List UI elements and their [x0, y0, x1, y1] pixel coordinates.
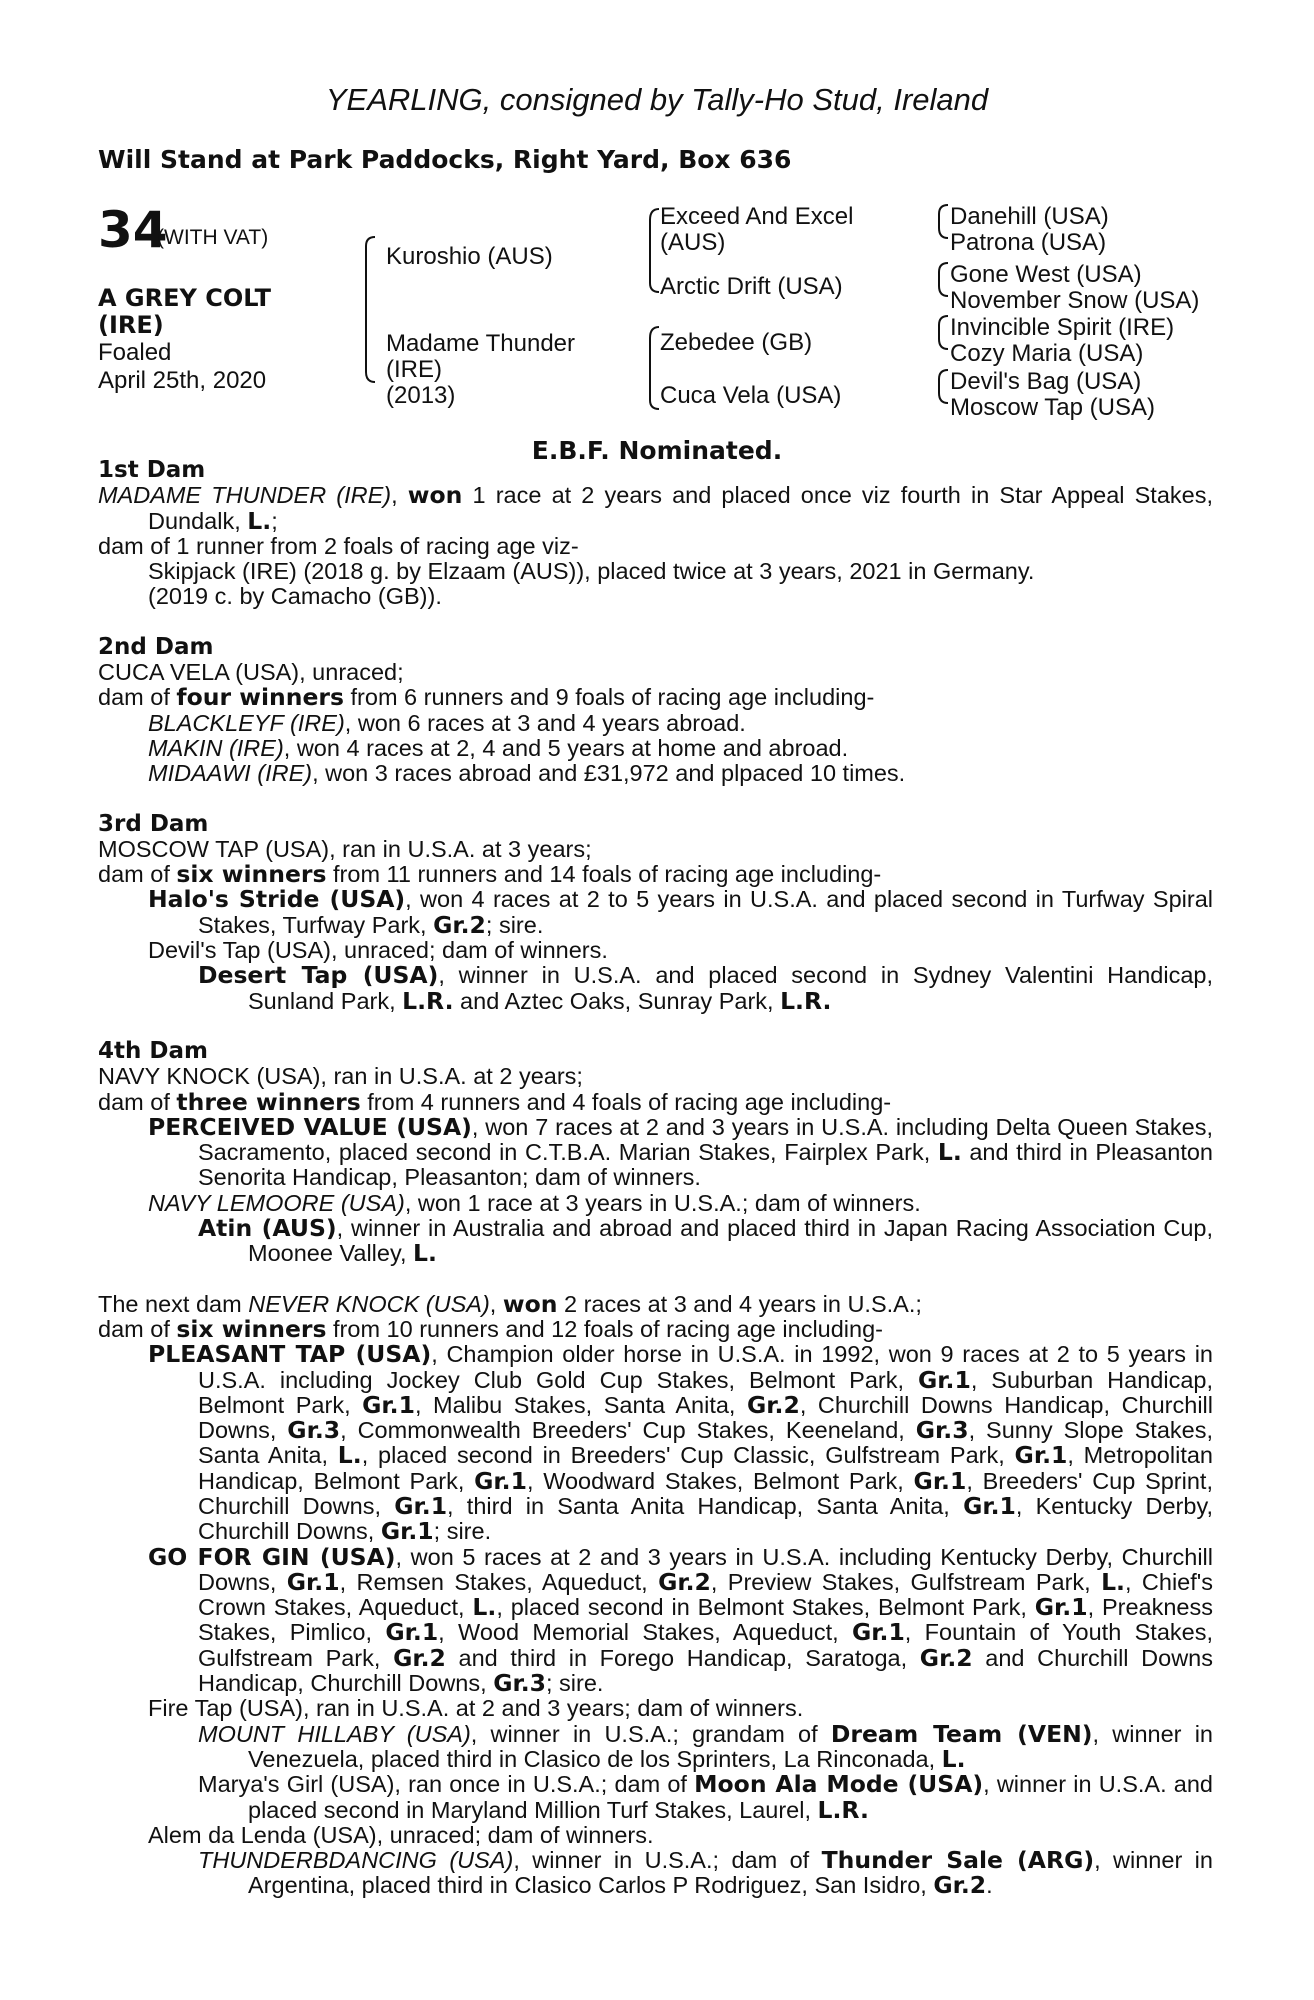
next-dam-grandproduce-thunderbdancing: THUNDERBDANCING (USA), winner in U.S.A.; dam of Thunder Sale (ARG), winner in Argentina, placed third in Clasico Carlos P Rodriguez, San Isidro, Gr.2. [198, 1846, 1213, 1900]
next-dam-grandproduce-mount-hillaby: MOUNT HILLABY (USA), winner in U.S.A.; grandam of Dream Team (VEN), winner in Venezuela, placed third in Clasico de los Sprinters, La Rinconada, L. [198, 1719, 1214, 1773]
first-dam-produce-2: (2019 c. by Camacho (GB)). [148, 583, 442, 610]
first-dam-heading: 1st Dam [98, 457, 206, 483]
horse-description-line-1: A GREY COLT [98, 284, 271, 312]
second-dam-produce-summary: dam of four winners from 6 runners and 9 foals of racing age including- [98, 683, 875, 712]
third-dam-grandproduce-1: Desert Tap (USA), winner in U.S.A. and placed second in Sydney Valentini Handicap, Sunland Park, L.R. and Aztec Oaks, Sunray Park, L.R. [198, 961, 1213, 1015]
second-dam-heading: 2nd Dam [98, 633, 214, 660]
horse-description-line-2: (IRE) [98, 311, 164, 339]
catalogue-body [98, 458, 1213, 1899]
third-dam-produce-summary: dam of six winners from 11 runners and 14 foals of racing age including- [98, 860, 882, 889]
next-dam-produce-fire-tap: Fire Tap (USA), ran in U.S.A. at 2 and 3 years; dam of winners. [148, 1695, 804, 1722]
second-dam-line: CUCA VELA (USA), unraced; [98, 659, 404, 686]
pedigree-dam-sire: Zebedee (GB) [660, 329, 813, 356]
next-dam-grandproduce-maryas-girl: Marya's Girl (USA), ran once in U.S.A.; dam of Moon Ala Mode (USA), winner in U.S.A. and placed second in Maryland Million Turf Stakes, Laurel, L.R. [198, 1770, 1214, 1824]
next-dam-produce-pleasant-tap: PLEASANT TAP (USA), Champion older horse in U.S.A. in 1992, won 9 races at 2 to 5 years in U.S.A. including Jockey Club Gold Cup Stakes, Belmont Park, Gr.1, Suburban Handicap, Belmont Park, Gr.1, Malibu Stakes, Santa Anita, Gr.2, Churchill Downs Handicap, Churchill Downs, Gr.3, Commonwealth Breeders' Cup Stakes, Keeneland, Gr.3, Sunny Slope Stakes, Santa Anita, L., placed second in Breeders' Cup Classic, Gulfstream Park, Gr.1, Metropolitan Handicap, Belmont Park, Gr.1, Woodward Stakes, Belmont Park, Gr.1, Breeders' Cup Sprint, Churchill Downs, Gr.1, third in Santa Anita Handicap, Santa Anita, Gr.1, Kentucky Derby, Churchill Downs, Gr.1; sire. [148, 1340, 1214, 1546]
pedigree-sire-sire-name: Exceed And Excel [660, 203, 854, 230]
next-dam-produce-alem-da-lenda: Alem da Lenda (USA), unraced; dam of winners. [148, 1821, 654, 1848]
third-dam-heading: 3rd Dam [98, 810, 209, 837]
pedigree-sds: Gone West (USA) [950, 261, 1142, 288]
foaled-label: Foaled [98, 339, 172, 366]
bracket-sd [939, 263, 948, 296]
bracket-dam [650, 327, 659, 409]
second-dam-produce-2: MAKIN (IRE), won 4 races at 2, 4 and 5 years at home and abroad. [148, 734, 849, 761]
pedigree-sire: Kuroshio (AUS) [386, 243, 553, 270]
pedigree-dds: Devil's Bag (USA) [950, 368, 1142, 395]
fourth-dam-produce-2: NAVY LEMOORE (USA), won 1 race at 3 years in U.S.A.; dam of winners. [148, 1189, 921, 1216]
pedigree-sss: Danehill (USA) [950, 203, 1109, 230]
third-dam-produce-1: Halo's Stride (USA), won 4 races at 2 to 5 years in U.S.A. and placed second in Turfway Spiral Stakes, Turfway Park, Gr.2; sire. [148, 885, 1213, 939]
third-dam-produce-2: Devil's Tap (USA), unraced; dam of winners. [148, 937, 608, 964]
next-dam-produce-go-for-gin: GO FOR GIN (USA), won 5 races at 2 and 3 years in U.S.A. including Kentucky Derby, Churchill Downs, Gr.1, Remsen Stakes, Aqueduct, Gr.2, Preview Stakes, Gulfstream Park, L., Chief's Crown Stakes, Aqueduct, L., placed second in Belmont Stakes, Belmont Park, Gr.1, Preakness Stakes, Pimlico, Gr.1, Wood Memorial Stakes, Aqueduct, Gr.1, Fountain of Youth Stakes, Gulfstream Park, Gr.2 and third in Forego Handicap, Saratoga, Gr.2 and Churchill Downs Handicap, Churchill Downs, Gr.3; sire. [148, 1542, 1214, 1698]
pedigree-dam-country: (IRE) [386, 356, 442, 383]
fourth-dam-line: NAVY KNOCK (USA), ran in U.S.A. at 2 years; [98, 1063, 583, 1090]
vat-note: (WITH VAT) [157, 226, 269, 249]
second-dam-produce-1: BLACKLEYF (IRE), won 6 races at 3 and 4 years abroad. [148, 709, 746, 736]
bracket-ss [939, 205, 948, 238]
stand-location: Will Stand at Park Paddocks, Right Yard, Box 636 [98, 145, 792, 174]
pedigree-dam-year: (2013) [386, 382, 456, 409]
third-dam-line: MOSCOW TAP (USA), ran in U.S.A. at 3 years; [98, 835, 592, 862]
ebf-nominated: E.B.F. Nominated. [531, 436, 783, 465]
next-dam-produce-summary: dam of six winners from 10 runners and 12 foals of racing age including- [98, 1314, 883, 1343]
bracket-dd [939, 370, 948, 403]
pedigree-ssd: Patrona (USA) [950, 229, 1107, 256]
pedigree-dsd: Cozy Maria (USA) [950, 340, 1144, 367]
fourth-dam-grandproduce-1: Atin (AUS), winner in Australia and abroad and placed third in Japan Racing Association Cup, Moonee Valley, L. [198, 1214, 1213, 1268]
first-dam-line: MADAME THUNDER (IRE), won 1 race at 2 years and placed once viz fourth in Star Appeal Stakes, Dundalk, L.; [98, 481, 1213, 535]
first-dam-produce-1: Skipjack (IRE) (2018 g. by Elzaam (AUS)), placed twice at 3 years, 2021 in Germany. [148, 558, 1035, 585]
bracket-gen1 [366, 237, 375, 382]
next-dam-line: The next dam NEVER KNOCK (USA), won 2 races at 3 and 4 years in U.S.A.; [98, 1289, 922, 1318]
bracket-ds [939, 316, 948, 349]
second-dam-produce-3: MIDAAWI (IRE), won 3 races abroad and £31,972 and plpaced 10 times. [148, 760, 906, 787]
bracket-sire [650, 209, 659, 292]
pedigree-ddd: Moscow Tap (USA) [950, 394, 1155, 421]
pedigree-sire-dam: Arctic Drift (USA) [660, 273, 843, 300]
pedigree-dam [386, 331, 575, 409]
pedigree-sdd: November Snow (USA) [950, 287, 1200, 314]
lot-number: 34 [98, 201, 168, 259]
fourth-dam-produce-summary: dam of three winners from 4 runners and 4 foals of racing age including- [98, 1087, 892, 1116]
pedigree-dam-name: Madame Thunder [386, 330, 575, 357]
page-subtitle: YEARLING, consigned by Tally-Ho Stud, Ireland [325, 82, 989, 117]
fourth-dam-heading: 4th Dam [98, 1037, 208, 1064]
pedigree-sire-sire [660, 204, 853, 256]
pedigree-dss: Invincible Spirit (IRE) [950, 314, 1175, 341]
pedigree-sire-sire-country: (AUS) [660, 229, 726, 256]
fourth-dam-produce-1: PERCEIVED VALUE (USA), won 7 races at 2 and 3 years in U.S.A. including Delta Queen Stakes, Sacramento, placed second in C.T.B.A. Marian Stakes, Fairplex Park, L. and third in Pleasanton Senorita Handicap, Pleasanton; dam of winners. [148, 1112, 1213, 1191]
pedigree-dam-dam: Cuca Vela (USA) [660, 382, 842, 409]
first-dam-produce-summary: dam of 1 runner from 2 foals of racing age viz- [98, 532, 579, 559]
foaled-date: April 25th, 2020 [98, 367, 267, 394]
